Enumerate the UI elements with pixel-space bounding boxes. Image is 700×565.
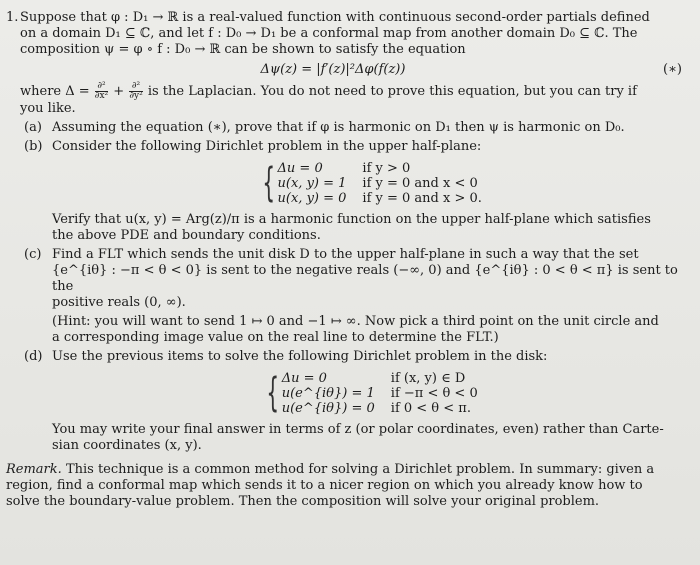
- part-c-label: (c): [24, 247, 42, 262]
- part-b-label: (b): [24, 139, 43, 154]
- remark-text-1: This technique is a common method for solving a Dirichlet problem. In summary: given a: [65, 462, 655, 477]
- equation-tag: (∗): [663, 62, 682, 77]
- system-b-eq-3: u(x, y) = 0: [277, 191, 347, 206]
- where-suffix: is the Laplacian. You do not need to prove this equation, but you can try if: [147, 84, 637, 99]
- part-d: [24, 349, 686, 454]
- intro-line-1: Suppose that φ : D₁ → ℝ is a real-valued function with continuous second-order partials defined: [20, 10, 650, 25]
- partial-x-fraction: [95, 82, 108, 101]
- part-a-label: (a): [24, 120, 42, 135]
- intro-line-3: composition ψ = φ ∘ f : D₀ → ℝ can be shown to satisfy the equation: [20, 42, 466, 57]
- part-c-line-1: Find a FLT which sends the unit disk D to the upper half-plane in such a way that the set: [52, 247, 639, 262]
- plus-sign: +: [113, 84, 125, 99]
- remark-label: Remark.: [6, 462, 62, 477]
- part-d-body: [52, 349, 686, 454]
- problem-1: [6, 10, 686, 454]
- dirichlet-system-disk: [52, 371, 686, 416]
- part-b: [24, 139, 686, 244]
- system-grid-d: [282, 371, 478, 416]
- laplacian-definition: [20, 82, 686, 101]
- system-d-eq-2: u(e^{iθ}) = 1: [281, 386, 375, 401]
- remark-line-1: [6, 462, 686, 478]
- system-b-eq-2: u(x, y) = 1: [277, 176, 347, 191]
- part-b-body: [52, 139, 686, 244]
- part-a-text: Assuming the equation (∗), prove that if φ is harmonic on D₁ then ψ is harmonic on D₀.: [52, 120, 625, 135]
- remark-line-3: solve the boundary-value problem. Then the composition will solve your original problem.: [6, 494, 600, 509]
- frac2-den: ∂y²: [129, 91, 143, 101]
- part-b-text: Consider the following Dirichlet problem in the upper half-plane:: [52, 139, 482, 154]
- frac1-num: ∂²: [95, 82, 108, 92]
- frac2-num: ∂²: [129, 82, 142, 92]
- part-d-note-1: You may write your final answer in terms of z (or polar coordinates, even) rather than Carte-: [52, 422, 664, 437]
- system-d-cond-2: if −π < θ < 0: [390, 386, 478, 401]
- system-b-cond-2: if y = 0 and x < 0: [362, 176, 478, 191]
- problem-number: 1.: [6, 10, 19, 25]
- remark: [6, 462, 686, 510]
- where-prefix: where Δ =: [20, 84, 90, 99]
- system-b-cond-3: if y = 0 and x > 0.: [362, 191, 482, 206]
- dirichlet-system-half-plane: [52, 161, 686, 206]
- part-c-line-3: positive reals (0, ∞).: [52, 295, 186, 310]
- problem-parts: [24, 120, 686, 454]
- part-d-label: (d): [24, 349, 43, 364]
- remark-line-2: region, find a conformal map which sends it to a nicer region on which you already know how to: [6, 478, 643, 493]
- system-d-eq-3: u(e^{iθ}) = 0: [281, 401, 375, 416]
- part-c-body: [52, 247, 686, 346]
- equation-star: [20, 62, 686, 78]
- hint-line-2: a corresponding image value on the real line to determine the FLT.): [52, 330, 499, 345]
- where-line-2: you like.: [20, 101, 76, 116]
- part-a: [24, 120, 686, 136]
- partial-y-fraction: [129, 82, 142, 101]
- system-d-cond-3: if 0 < θ < π.: [390, 401, 471, 416]
- verify-line-2: the above PDE and boundary conditions.: [52, 228, 321, 243]
- left-brace-icon: {: [262, 160, 276, 206]
- part-c: [24, 247, 686, 346]
- system-d-eq-1: Δu = 0: [281, 371, 327, 386]
- problem-body: [20, 10, 686, 454]
- part-c-line-2: {e^{iθ} : −π < θ < 0} is sent to the negative reals (−∞, 0) and {e^{iθ} : 0 < θ < π} is sent to the: [52, 263, 678, 294]
- part-d-text: Use the previous items to solve the following Dirichlet problem in the disk:: [52, 349, 548, 364]
- part-d-note-2: sian coordinates (x, y).: [52, 438, 202, 453]
- system-d-cond-1: if (x, y) ∈ D: [390, 371, 466, 386]
- system-grid-b: [278, 161, 482, 206]
- system-b-cond-1: if y > 0: [362, 161, 411, 176]
- equation-text: Δψ(z) = |f′(z)|²Δφ(f(z)): [260, 62, 406, 77]
- left-brace-icon: {: [266, 370, 280, 416]
- frac1-den: ∂x²: [94, 91, 109, 101]
- intro-line-2: on a domain D₁ ⊆ ℂ, and let f : D₀ → D₁ be a conformal map from another domain D₀ ⊆ ℂ. The: [20, 26, 638, 41]
- system-b-eq-1: Δu = 0: [277, 161, 323, 176]
- verify-line-1: Verify that u(x, y) = Arg(z)/π is a harmonic function on the upper half-plane which satisfies: [52, 212, 651, 227]
- hint-line-1: (Hint: you will want to send 1 ↦ 0 and −1 ↦ ∞. Now pick a third point on the unit circle and: [52, 314, 659, 329]
